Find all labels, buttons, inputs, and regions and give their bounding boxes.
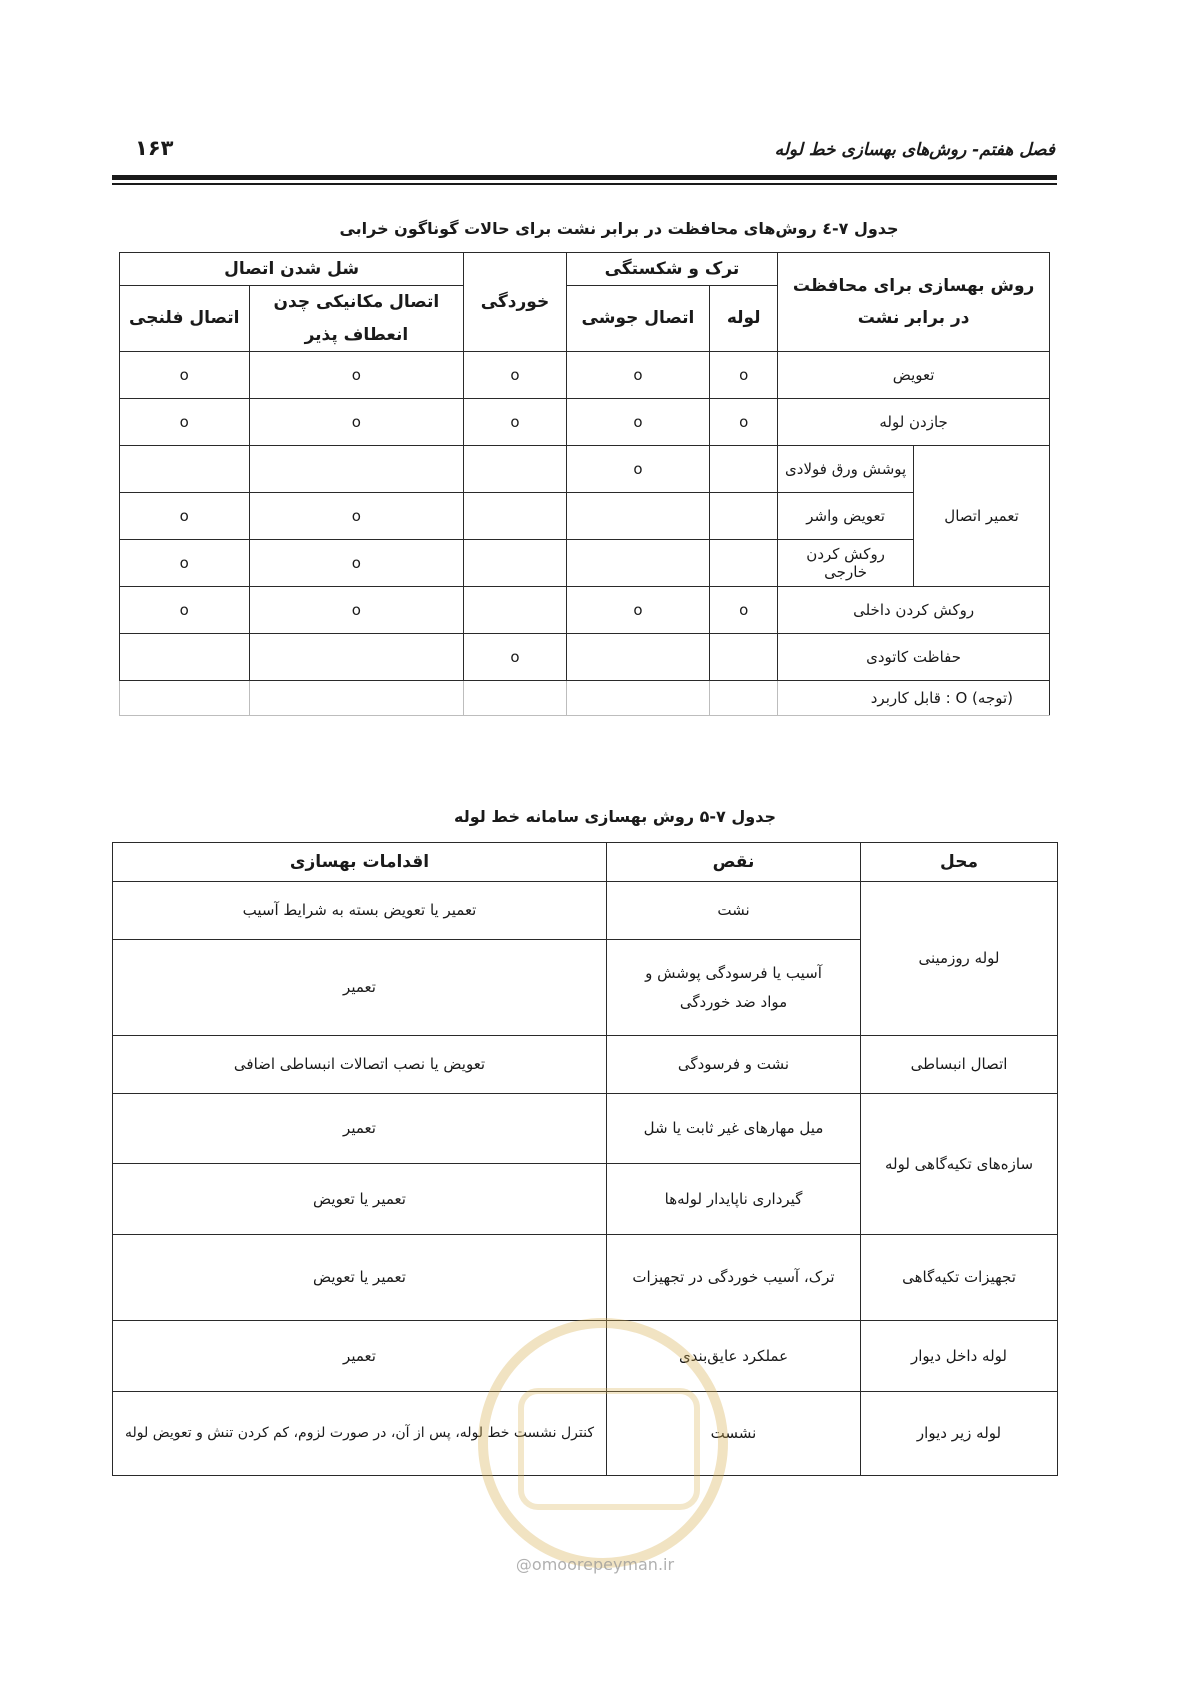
header-corrosion: خوردگی bbox=[464, 253, 566, 352]
table-row bbox=[113, 1392, 1058, 1476]
cell-location: سازه‌های تکیه‌گاهی لوله bbox=[861, 1094, 1058, 1235]
mark-weld: o bbox=[566, 445, 710, 492]
table-row bbox=[120, 539, 1050, 586]
empty-cell bbox=[120, 680, 250, 715]
table-row bbox=[120, 398, 1050, 445]
mark-mechanical: o bbox=[249, 539, 464, 586]
header-pipe: لوله bbox=[710, 286, 778, 352]
empty-cell bbox=[249, 680, 464, 715]
cell-defect: آسیب یا فرسودگی پوشش و مواد ضد خوردگی bbox=[607, 940, 861, 1036]
cell-location: لوله روزمینی bbox=[861, 882, 1058, 1036]
empty-cell bbox=[120, 445, 250, 492]
empty-cell bbox=[710, 492, 778, 539]
cell-action: تعمیر یا تعویض بسته به شرایط آسیب bbox=[113, 882, 607, 940]
header-weld-joint: اتصال جوشی bbox=[566, 286, 710, 352]
row-label-cathodic: حفاظت کاتودی bbox=[778, 633, 1050, 680]
cell-defect: نشت و فرسودگی bbox=[607, 1036, 861, 1094]
mark-corrosion: o bbox=[464, 633, 566, 680]
row-label-internal-lining: روکش کردن داخلی bbox=[778, 586, 1050, 633]
mark-corrosion: o bbox=[464, 351, 566, 398]
cell-defect: ترک، آسیب خوردگی در تجهیزات bbox=[607, 1235, 861, 1321]
header-rule-thin bbox=[112, 183, 1057, 185]
cell-action: کنترل نشست خط لوله، پس از آن، در صورت لزوم، کم کردن تنش و تعویض لوله bbox=[113, 1392, 607, 1476]
mark-weld: o bbox=[566, 586, 710, 633]
table-row bbox=[113, 1321, 1058, 1392]
cell-action: تعمیر bbox=[113, 940, 607, 1036]
table-row bbox=[113, 882, 1058, 940]
cell-defect: میل مهارهای غیر ثابت یا شل bbox=[607, 1094, 861, 1164]
empty-cell bbox=[249, 633, 464, 680]
pipeline-rehab-table bbox=[112, 842, 1058, 1476]
table-row bbox=[113, 1094, 1058, 1164]
cell-defect: نشت bbox=[607, 882, 861, 940]
page-header-title: فصل هفتم- روش‌های بهسازی خط لوله bbox=[774, 140, 1055, 160]
cell-defect: عملکرد عایق‌بندی bbox=[607, 1321, 861, 1392]
header-actions: اقدامات بهسازی bbox=[113, 843, 607, 882]
mark-flange: o bbox=[120, 586, 250, 633]
cell-defect: گیرداری ناپایدار لوله‌ها bbox=[607, 1164, 861, 1235]
leak-protection-table bbox=[119, 252, 1050, 716]
cell-action: تعمیر bbox=[113, 1094, 607, 1164]
table-row bbox=[120, 680, 1050, 715]
mark-weld: o bbox=[566, 351, 710, 398]
mark-flange: o bbox=[120, 351, 250, 398]
mark-pipe: o bbox=[710, 586, 778, 633]
cell-action: تعمیر یا تعویض bbox=[113, 1164, 607, 1235]
cell-action: تعمیر bbox=[113, 1321, 607, 1392]
mark-mechanical: o bbox=[249, 586, 464, 633]
mark-corrosion: o bbox=[464, 398, 566, 445]
cell-action: تعمیر یا تعویض bbox=[113, 1235, 607, 1321]
table-row bbox=[113, 1235, 1058, 1321]
watermark-url: @omoorepeyman.ir bbox=[515, 1555, 675, 1574]
table2-caption: جدول ۷-۵ روش بهسازی سامانه خط لوله bbox=[454, 807, 776, 826]
empty-cell bbox=[464, 539, 566, 586]
cell-location: اتصال انبساطی bbox=[861, 1036, 1058, 1094]
empty-cell bbox=[566, 633, 710, 680]
header-location: محل bbox=[861, 843, 1058, 882]
page-number: ۱۶۳ bbox=[135, 136, 174, 160]
cell-location: لوله زیر دیوار bbox=[861, 1392, 1058, 1476]
sub-label-external-lining: روکش کردن خارجی bbox=[778, 539, 914, 586]
table-row bbox=[113, 1036, 1058, 1094]
cell-location: تجهیزات تکیه‌گاهی bbox=[861, 1235, 1058, 1321]
table-row bbox=[120, 351, 1050, 398]
mark-flange: o bbox=[120, 492, 250, 539]
row-label-pipe-jacking: جازدن لوله bbox=[778, 398, 1050, 445]
table1-caption: جدول ۷-٤ روش‌های محافظت در برابر نشت برای حالات گوناگون خرابی bbox=[339, 219, 899, 238]
mark-mechanical: o bbox=[249, 351, 464, 398]
empty-cell bbox=[566, 492, 710, 539]
mark-flange: o bbox=[120, 398, 250, 445]
header-loose-group: شل شدن اتصال bbox=[120, 253, 464, 286]
row-label-replace: تعویض bbox=[778, 351, 1050, 398]
empty-cell bbox=[464, 445, 566, 492]
mark-pipe: o bbox=[710, 398, 778, 445]
table-row bbox=[120, 492, 1050, 539]
table-row bbox=[120, 633, 1050, 680]
mark-weld: o bbox=[566, 398, 710, 445]
header-method: روش بهسازی برای محافظت در برابر نشت bbox=[778, 253, 1050, 352]
table-row bbox=[120, 445, 1050, 492]
empty-cell bbox=[464, 492, 566, 539]
empty-cell bbox=[249, 445, 464, 492]
header-rule-thick bbox=[112, 175, 1057, 180]
table1-note: (توجه) O : قابل کاربرد bbox=[778, 680, 1050, 715]
empty-cell bbox=[710, 633, 778, 680]
empty-cell bbox=[566, 680, 710, 715]
mark-flange: o bbox=[120, 539, 250, 586]
empty-cell bbox=[710, 539, 778, 586]
mark-mechanical: o bbox=[249, 492, 464, 539]
header-defect: نقص bbox=[607, 843, 861, 882]
empty-cell bbox=[566, 539, 710, 586]
header-mechanical-joint: اتصال مکانیکی چدن انعطاف پذیر bbox=[249, 286, 464, 352]
empty-cell bbox=[710, 680, 778, 715]
cell-defect: نشست bbox=[607, 1392, 861, 1476]
empty-cell bbox=[464, 586, 566, 633]
mark-pipe: o bbox=[710, 351, 778, 398]
row-label-joint-repair: تعمیر اتصال bbox=[914, 445, 1050, 586]
empty-cell bbox=[120, 633, 250, 680]
table-row bbox=[120, 586, 1050, 633]
header-crack-group: ترک و شکستگی bbox=[566, 253, 777, 286]
empty-cell bbox=[710, 445, 778, 492]
sub-label-gasket: تعویض واشر bbox=[778, 492, 914, 539]
empty-cell bbox=[464, 680, 566, 715]
mark-mechanical: o bbox=[249, 398, 464, 445]
sub-label-steel-sheet: پوشش ورق فولادی bbox=[778, 445, 914, 492]
cell-action: تعویض یا نصب اتصالات انبساطی اضافی bbox=[113, 1036, 607, 1094]
cell-location: لوله داخل دیوار bbox=[861, 1321, 1058, 1392]
header-flange-joint: اتصال فلنجی bbox=[120, 286, 250, 352]
